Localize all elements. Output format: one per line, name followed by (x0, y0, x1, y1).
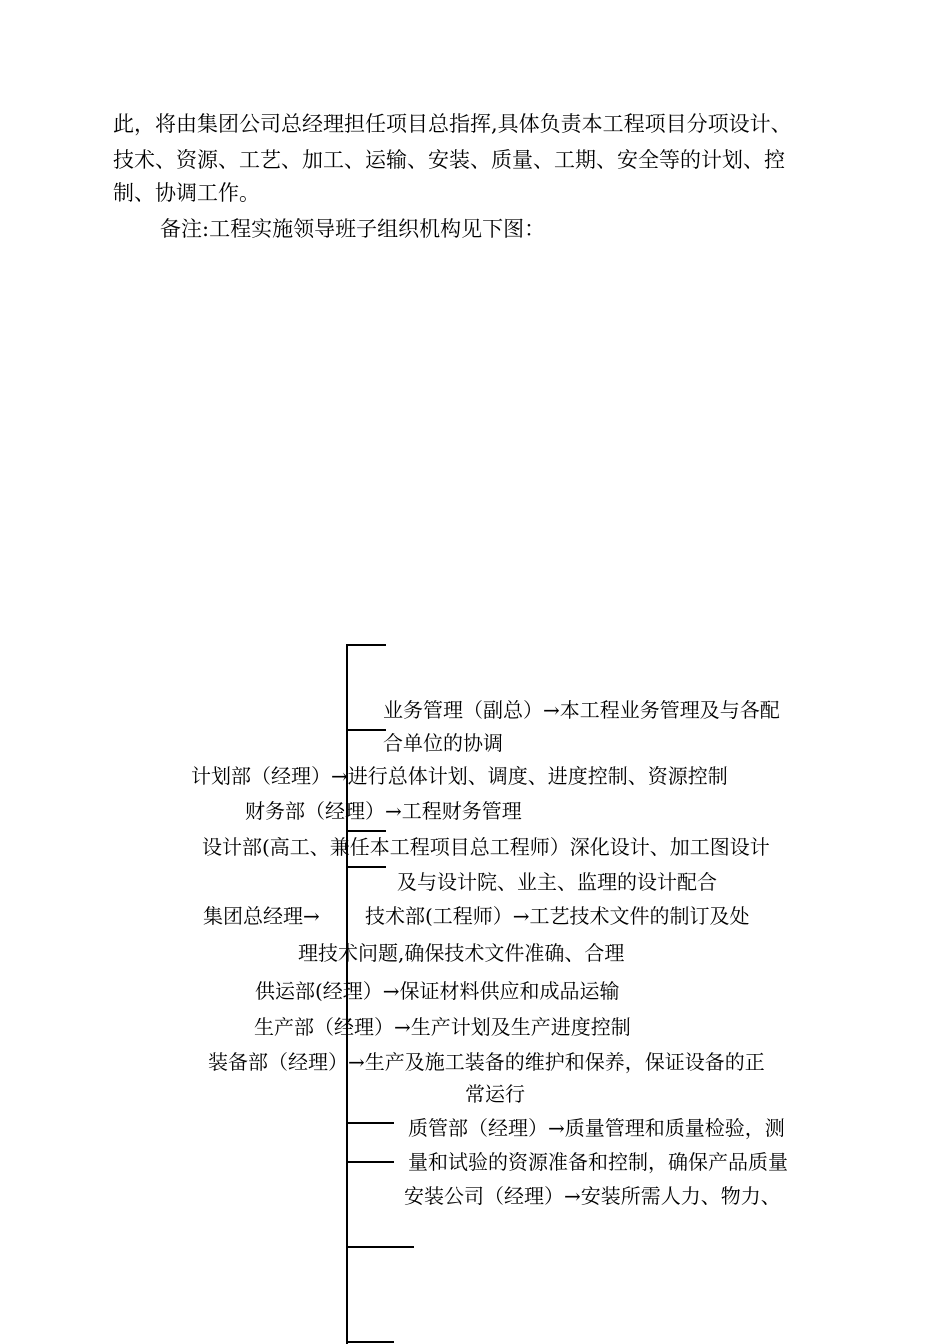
org-branch-line (346, 1161, 394, 1163)
intro-note: 备注:工程实施领导班子组织机构见下图： (160, 217, 546, 241)
org-cwb: 财务部（经理）→工程财务管理 (245, 799, 522, 823)
org-gyb: 供运部(经理）→保证材料供应和成品运输 (255, 979, 620, 1003)
org-branch-line (346, 1122, 394, 1124)
org-azgs: 安装公司（经理）→安装所需人力、物力、 (404, 1184, 781, 1208)
org-zgb-line-1: 质管部（经理）→质量管理和质量检验，测 (408, 1116, 785, 1140)
org-scb: 生产部（经理）→生产计划及生产进度控制 (254, 1015, 631, 1039)
org-branch-line (346, 1246, 414, 1248)
org-zbb-line-1: 装备部（经理）→生产及施工装备的维护和保养，保证设备的正 (208, 1050, 765, 1074)
intro-line-3: 制、协调工作。 (113, 181, 260, 205)
org-branch-line (346, 830, 386, 832)
org-branch-line (346, 1341, 394, 1343)
intro-line-2: 技术、资源、工艺、加工、运输、安装、质量、工期、安全等的计划、控 (113, 148, 785, 172)
org-root-general-manager: 集团总经理→ (203, 904, 320, 928)
org-jsb-line-2: 理技术问题,确保技术文件准确、合理 (298, 941, 625, 965)
org-ywgl-line-2: 合单位的协调 (383, 731, 503, 755)
org-sjb-line-2: 及与设计院、业主、监理的设计配合 (397, 870, 717, 894)
org-branch-line (346, 729, 386, 731)
org-zgb-line-2: 量和试验的资源准备和控制，确保产品质量 (408, 1150, 788, 1174)
intro-line-1: 此，将由集团公司总经理担任项目总指挥,具体负责本工程项目分项设计、 (113, 112, 792, 136)
org-zbb-line-2: 常运行 (465, 1082, 525, 1106)
org-branch-line (346, 866, 386, 868)
org-jsb-line-1: 技术部(工程师）→工艺技术文件的制订及处 (365, 904, 750, 928)
org-sjb-line-1: 设计部(高工、兼任本工程项目总工程师）深化设计、加工图设计 (202, 835, 770, 859)
org-ywgl-line-1: 业务管理（副总）→本工程业务管理及与各配 (383, 698, 780, 722)
org-jhb: 计划部（经理）→进行总体计划、调度、进度控制、资源控制 (191, 764, 728, 788)
org-branch-line (346, 644, 386, 646)
